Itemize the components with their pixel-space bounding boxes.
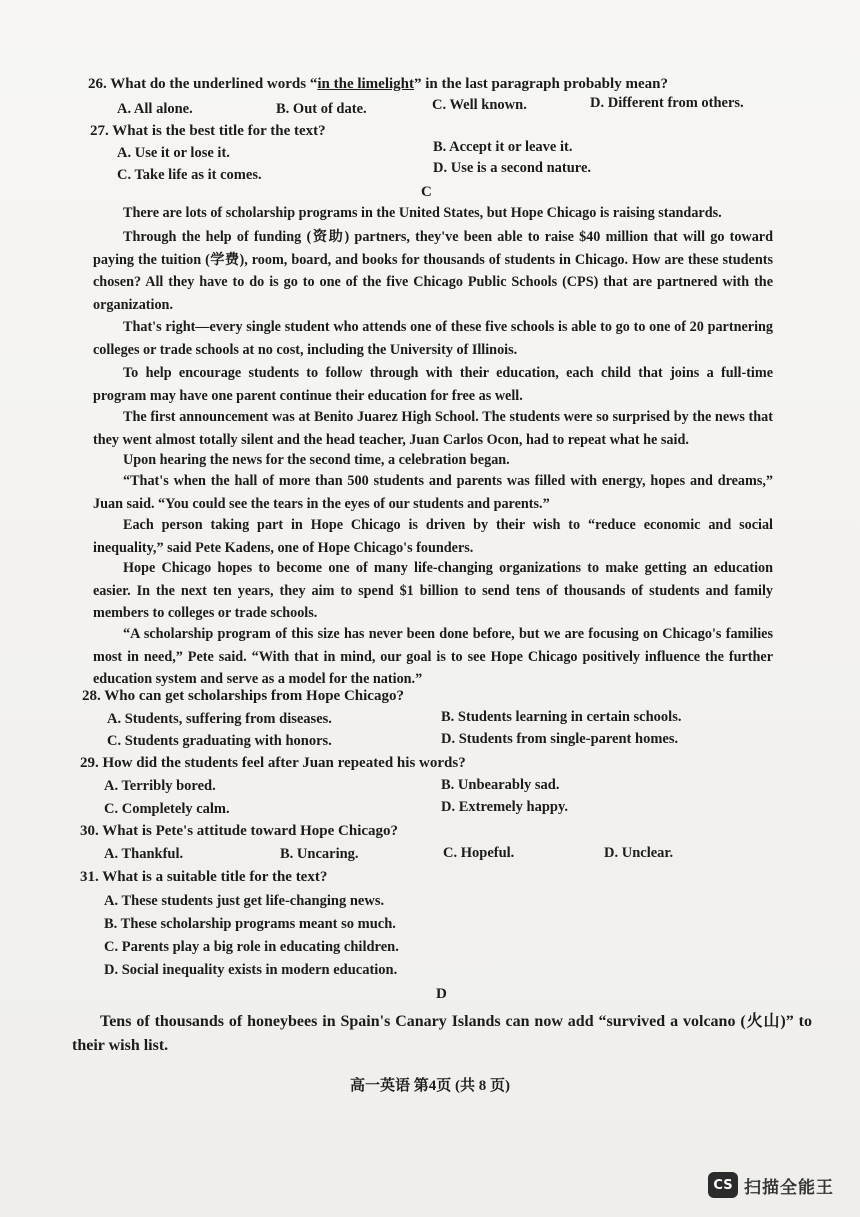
q29-option-a: A. Terribly bored. <box>104 778 216 794</box>
q31-option-c: C. Parents play a big role in educating children. <box>104 939 399 955</box>
q26-option-d: D. Different from others. <box>590 95 744 111</box>
passage-d-paragraph: Tens of thousands of honeybees in Spain's Canary Islands can now add “survived a volcano (火山)” to their wish list. <box>72 1013 812 1054</box>
q26-option-a: A. All alone. <box>117 101 193 117</box>
passage-c-paragraph: There are lots of scholarship programs in the United States, but Hope Chicago is raising standards. <box>123 205 722 221</box>
question-26-stem: 26. What do the underlined words “in the limelight” in the last paragraph probably mean? <box>88 76 668 92</box>
q27-option-d: D. Use is a second nature. <box>433 160 592 176</box>
q27-option-b: B. Accept it or leave it. <box>433 139 573 155</box>
scanner-watermark <box>708 1172 834 1198</box>
q31-option-a: A. These students just get life-changing news. <box>104 893 385 909</box>
q30-option-a: A. Thankful. <box>104 846 184 862</box>
camscanner-logo-icon: CS <box>708 1172 738 1198</box>
q26-option-c: C. Well known. <box>432 97 527 113</box>
q28-option-d: D. Students from single-parent homes. <box>441 731 679 747</box>
question-30-stem: 30. What is Pete's attitude toward Hope Chicago? <box>80 823 399 839</box>
passage-c-paragraph: Each person taking part in Hope Chicago is driven by their wish to “reduce economic and social inequality,” said Pete Kadens, one of Hope Chicago's founders. <box>93 517 773 556</box>
q27-option-c: C. Take life as it comes. <box>117 167 262 183</box>
q31-option-b: B. These scholarship programs meant so much. <box>104 916 396 932</box>
section-c-heading: C <box>421 184 432 200</box>
q26-option-b: B. Out of date. <box>276 101 367 117</box>
q30-option-c: C. Hopeful. <box>443 845 515 861</box>
question-29-stem: 29. How did the students feel after Juan repeated his words? <box>80 755 466 771</box>
passage-c-paragraph: Upon hearing the news for the second time, a celebration began. <box>123 452 510 468</box>
q31-option-d: D. Social inequality exists in modern education. <box>104 962 398 978</box>
q29-option-b: B. Unbearably sad. <box>441 777 560 793</box>
page-footer: 高一英语 第4页 (共 8 页) <box>350 1078 510 1094</box>
passage-c-paragraph: Hope Chicago hopes to become one of many life-changing organizations to make getting an education easier. In the next ten years, they aim to spend $1 billion to send tens of thousands of students and family members to colleges or trade schools. <box>93 560 773 621</box>
q29-option-c: C. Completely calm. <box>104 801 230 817</box>
passage-c-paragraph: “That's when the hall of more than 500 students and parents was filled with energy, hopes and dreams,” Juan said. “You could see the tears in the eyes of our students and parents.” <box>93 473 773 512</box>
passage-c-paragraph: To help encourage students to follow through with their education, each child that joins a full-time program may have one parent continue their education for free as well. <box>93 365 773 404</box>
watermark-text: 扫描全能王 <box>744 1177 834 1198</box>
q30-option-b: B. Uncaring. <box>280 846 359 862</box>
passage-c-paragraph: Through the help of funding (资助) partners, they've been able to raise $40 million that will go toward paying the tuition (学费), room, board, and books for thousands of students in Chicago. How are these students chosen? All they have to do is go to one of the five Chicago Public Schools (CPS) that are partnered with the organization. <box>93 229 773 313</box>
q28-option-c: C. Students graduating with honors. <box>107 733 332 749</box>
passage-c-paragraph: “A scholarship program of this size has never been done before, but we are focusing on Chicago's families most in need,” Pete said. “With that in mind, our goal is to see Hope Chicago positively influence the further education system and serve as a model for the nation.” <box>93 626 773 687</box>
section-d-heading: D <box>436 986 447 1002</box>
question-28-stem: 28. Who can get scholarships from Hope Chicago? <box>82 688 404 704</box>
q27-option-a: A. Use it or lose it. <box>117 145 230 161</box>
passage-c-paragraph: The first announcement was at Benito Juarez High School. The students were so surprised by the news that they went almost totally silent and the head teacher, Juan Carlos Ocon, had to repeat what he said. <box>93 409 773 448</box>
q28-option-a: A. Students, suffering from diseases. <box>107 711 332 727</box>
question-31-stem: 31. What is a suitable title for the text? <box>80 869 328 885</box>
q28-option-b: B. Students learning in certain schools. <box>441 709 682 725</box>
question-27-stem: 27. What is the best title for the text? <box>90 123 326 139</box>
q30-option-d: D. Unclear. <box>604 845 674 861</box>
q29-option-d: D. Extremely happy. <box>441 799 569 815</box>
passage-c-paragraph: That's right—every single student who attends one of these five schools is able to go to one of 20 partnering colleges or trade schools at no cost, including the University of Illinois. <box>93 319 773 358</box>
